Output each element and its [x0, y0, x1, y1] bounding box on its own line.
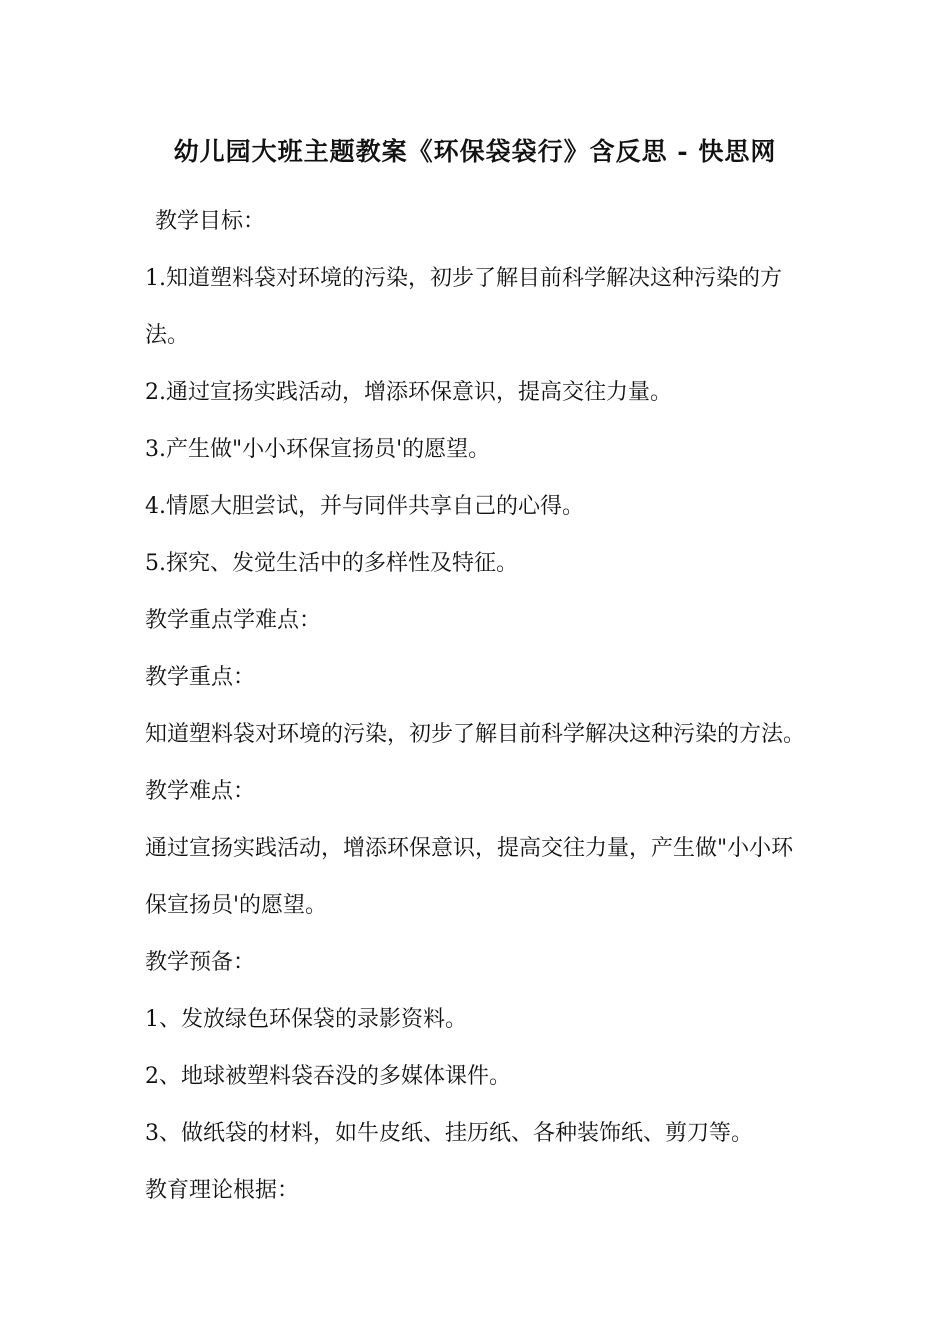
paragraph-line: 2.通过宣扬实践活动，增添环保意识，提高交往力量。 — [145, 380, 672, 405]
paragraph-line: 1.知道塑料袋对环境的污染，初步了解目前科学解决这种污染的方 — [145, 266, 782, 291]
section-heading-theory: 教育理论根据： — [145, 1178, 300, 1203]
section-heading-objectives: 教学目标： — [155, 209, 266, 234]
paragraph-line: 知道塑料袋对环境的污染，初步了解目前科学解决这种污染的方法。 — [145, 722, 806, 747]
paragraph-line: 法。 — [145, 323, 190, 348]
document-title: 幼儿园大班主题教案《环保袋袋行》含反思 - 快思网 — [173, 137, 777, 166]
section-heading-preparation: 教学预备： — [145, 950, 256, 975]
section-heading-difficulty: 教学难点： — [145, 779, 256, 804]
paragraph-line: 通过宣扬实践活动，增添环保意识，提高交往力量，产生做"小小环 — [145, 836, 794, 861]
paragraph-line: 5.探究、发觉生活中的多样性及特征。 — [145, 551, 518, 576]
paragraph-line: 保宣扬员'的愿望。 — [145, 893, 328, 918]
paragraph-line: 3.产生做"小小环保宣扬员'的愿望。 — [145, 437, 491, 462]
paragraph-line: 4.情愿大胆尝试，并与同伴共享自己的心得。 — [145, 494, 584, 519]
list-item: 1、发放绿色环保袋的录影资料。 — [145, 1007, 467, 1032]
list-item: 2、地球被塑料袋吞没的多媒体课件。 — [145, 1064, 511, 1089]
section-heading-focus: 教学重点： — [145, 665, 256, 690]
list-item: 3、做纸袋的材料，如牛皮纸、挂历纸、各种装饰纸、剪刀等。 — [145, 1121, 753, 1146]
section-heading-key-points: 教学重点学难点： — [145, 608, 322, 633]
